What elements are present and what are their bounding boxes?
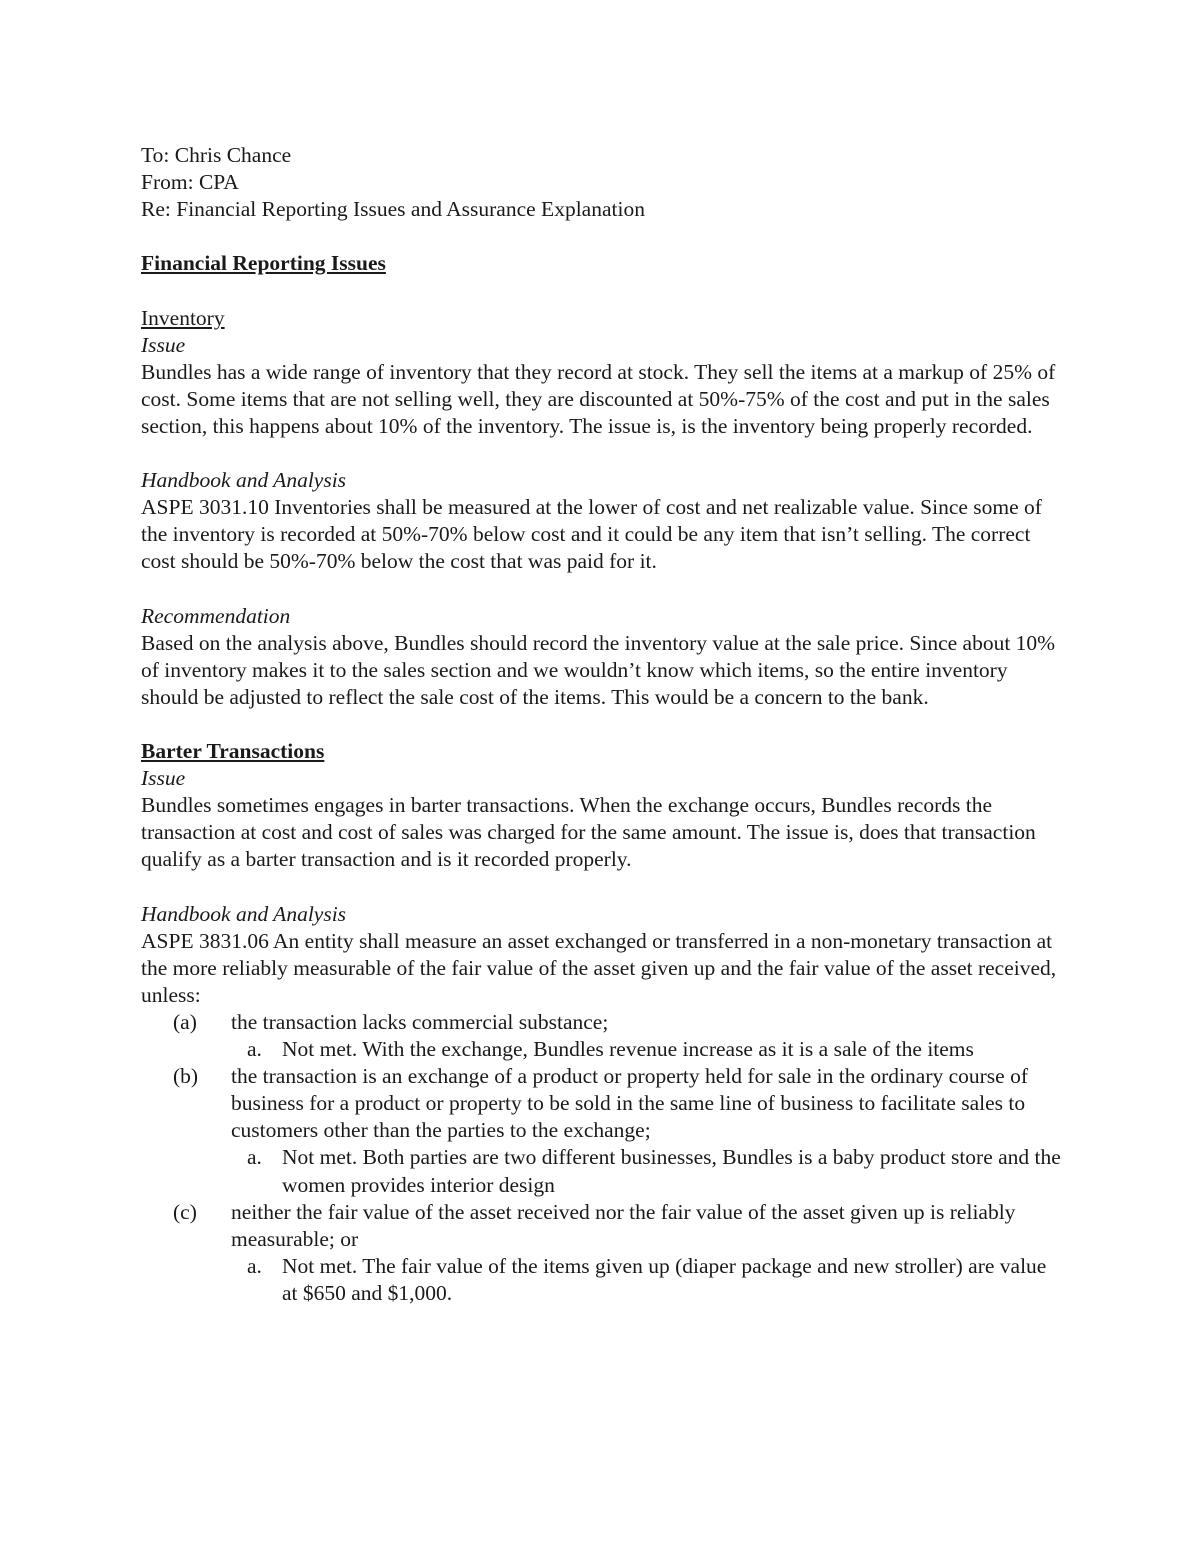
spacer <box>141 223 1061 250</box>
criteria-text: neither the fair value of the asset received nor the fair value of the asset given up is reliably measurable; or <box>231 1199 1016 1251</box>
sub-text: Not met. The fair value of the items given up (diaper package and new stroller) are value at $650 and $1,000. <box>282 1253 1047 1305</box>
sub-marker: a. <box>247 1037 262 1062</box>
criteria-sub-item-c <box>141 1253 1061 1307</box>
barter-issue-text: Bundles sometimes engages in barter transactions. When the exchange occurs, Bundles records the transaction at cost and cost of sales was charged for the same amount. The issue is, does that transaction qualify as a barter transaction and is it recorded properly. <box>141 793 1036 872</box>
memo-to: To: Chris Chance <box>141 143 292 167</box>
section-heading-financial-reporting: Financial Reporting Issues <box>141 251 386 276</box>
criteria-text: the transaction is an exchange of a product or property held for sale in the ordinary course of business for a product or property to be sold in the same line of business to facilitate sales to customers other than the parties to the exchange; <box>231 1064 1029 1143</box>
sub-text: Not met. With the exchange, Bundles revenue increase as it is a sale of the items <box>282 1037 974 1062</box>
spacer <box>141 277 1061 304</box>
inventory-recommendation-text: Based on the analysis above, Bundles should record the inventory value at the sale price. Since about 10% of inventory makes it to the sales section and we wouldn’t know which items, so the entire inventory should be adjusted to reflect the sale cost of the items. This would be a concern to the bank. <box>141 630 1056 709</box>
document-body <box>141 142 1061 1307</box>
spacer <box>141 576 1061 603</box>
inventory-title: Inventory <box>141 305 225 330</box>
sub-text: Not met. Both parties are two different businesses, Bundles is a baby product store and the women provides interior design <box>282 1145 1061 1197</box>
inventory-handbook-label: Handbook and Analysis <box>141 468 347 493</box>
criteria-item-b <box>141 1063 1061 1144</box>
criteria-marker: (b) <box>173 1064 199 1089</box>
criteria-item-a <box>141 1009 1061 1036</box>
criteria-text: the transaction lacks commercial substance; <box>231 1010 609 1034</box>
criteria-marker: (a) <box>173 1010 197 1034</box>
spacer <box>141 874 1061 901</box>
memo-from: From: CPA <box>141 170 239 195</box>
sub-marker: a. <box>247 1253 262 1278</box>
inventory-issue-text: Bundles has a wide range of inventory that they record at stock. They sell the items at a markup of 25% of cost. Some items that are not selling well, they are discounted at 50%-75% of the cost and put in the sales section, this happens about 10% of the inventory. The issue is, is the inventory being properly recorded. <box>141 359 1056 438</box>
criteria-marker: (c) <box>173 1199 197 1224</box>
spacer <box>141 711 1061 738</box>
inventory-recommendation-label: Recommendation <box>141 603 291 628</box>
criteria-sub-item-a <box>141 1036 1061 1063</box>
barter-title: Barter Transactions <box>141 739 325 764</box>
memo-re: Re: Financial Reporting Issues and Assurance Explanation <box>141 197 645 222</box>
barter-handbook-label: Handbook and Analysis <box>141 901 347 926</box>
inventory-issue-label: Issue <box>141 332 186 357</box>
criteria-sub-item-b <box>141 1144 1061 1198</box>
barter-handbook-text: ASPE 3831.06 An entity shall measure an asset exchanged or transferred in a non-monetary transaction at the more reliably measurable of the fair value of the asset given up and the fair value of the asset received, unless: <box>141 928 1057 1007</box>
inventory-handbook-text: ASPE 3031.10 Inventories shall be measured at the lower of cost and net realizable value. Since some of the inventory is recorded at 50%-70% below cost and it could be any item that isn’t selling. The correct cost should be 50%-70% below the cost that was paid for it. <box>141 495 1042 574</box>
criteria-item-c <box>141 1199 1061 1253</box>
sub-marker: a. <box>247 1145 262 1170</box>
spacer <box>141 440 1061 467</box>
barter-issue-label: Issue <box>141 766 186 791</box>
